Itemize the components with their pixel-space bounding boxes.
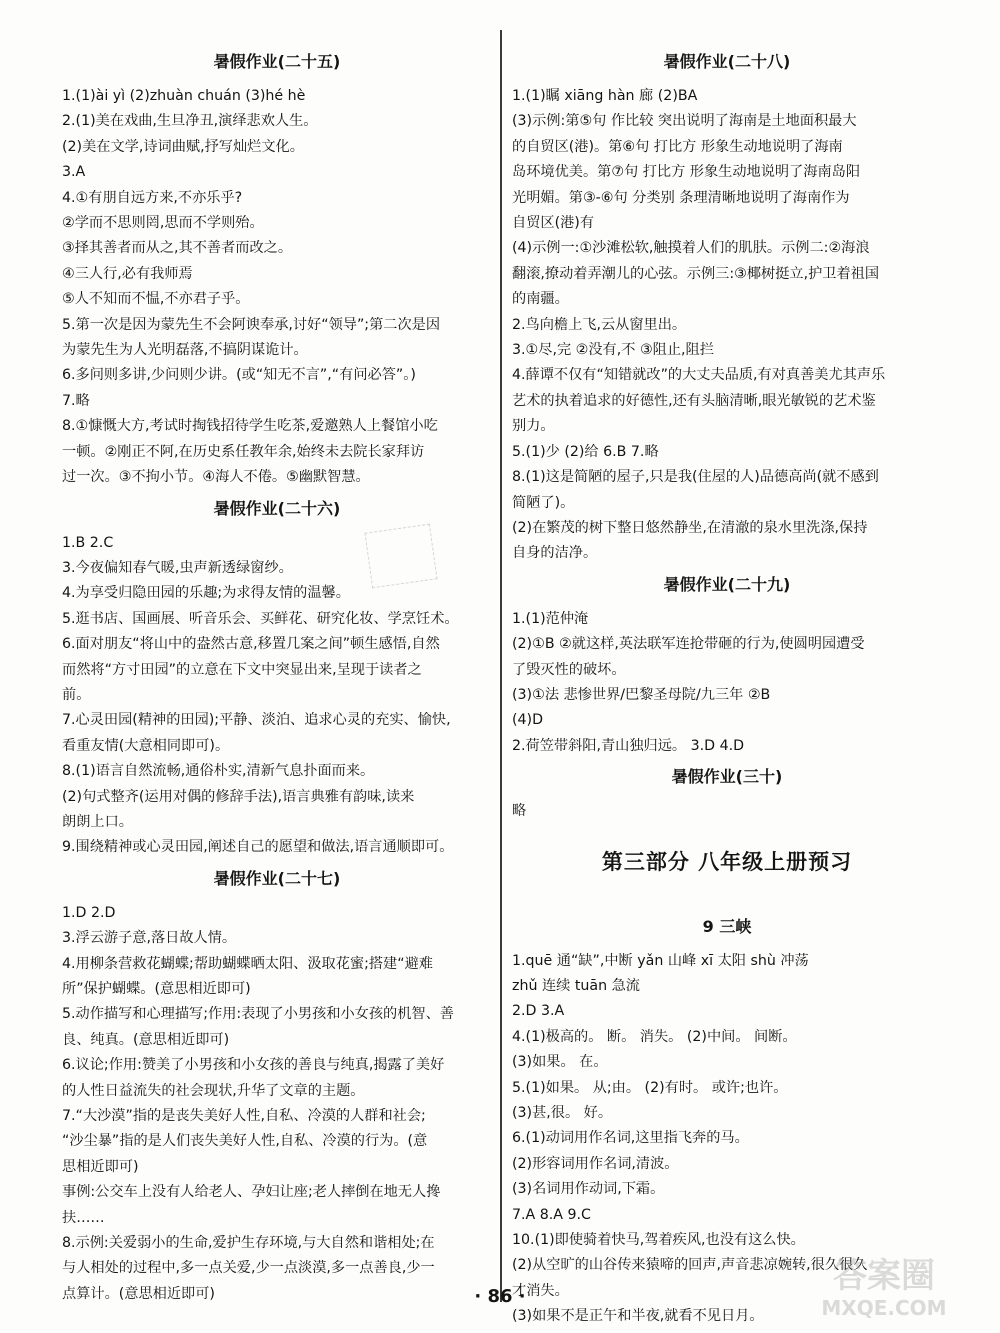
- answer-line: 艺术的执着追求的好德性,还有头脑清晰,眼光敏锐的艺术鉴: [512, 392, 876, 409]
- answer-line: 1.quē 通“缺”,中断 yǎn 山峰 xī 太阳 shù 冲荡: [512, 952, 809, 969]
- answer-line: 朗朗上口。: [62, 813, 133, 830]
- answer-line: ②学而不思则罔,思而不学则殆。: [62, 215, 264, 232]
- answer-line: 8.示例:关爱弱小的生命,爱护生存环境,与大自然和谐相处;在: [62, 1235, 435, 1252]
- section-title: 暑假作业(二十五): [213, 52, 341, 71]
- answer-line: 1.(1)ài yì (2)zhuàn chuán (3)hé hè: [62, 88, 306, 104]
- answer-line: 9.围绕精神或心灵田园,阐述自己的愿望和做法,语言通顺即可。: [62, 839, 454, 856]
- answer-line: 3.今夜偏知春气暖,虫声新透绿窗纱。: [62, 559, 293, 576]
- answer-line: “沙尘暴”指的是人们丧失美好人性,自私、冷漠的行为。(意: [62, 1133, 428, 1150]
- answer-line: (3)①法 悲惨世界/巴黎圣母院/九三年 ②B: [512, 686, 771, 703]
- answer-line: (4)D: [512, 712, 544, 729]
- answer-line: 6.多问则多讲,少问则少讲。(或“知无不言”,“有问必答”。): [62, 367, 416, 384]
- answer-line: 4.①有朋自远方来,不亦乐乎?: [62, 189, 243, 206]
- answer-line: 的自贸区(港)。第⑥句 打比方 形象生动地说明了海南: [512, 138, 843, 155]
- answer-line: 5.(1)如果。 从;由。 (2)有时。 或许;也许。: [512, 1079, 788, 1096]
- answer-line: 看重友情(大意相同即可)。: [62, 737, 230, 754]
- answer-line: 8.(1)语言自然流畅,通俗朴实,清新气息扑面而来。: [62, 763, 375, 780]
- answer-line: 5.第一次是因为蒙先生不会阿谀奉承,讨好“领导”;第二次是因: [62, 316, 441, 333]
- answer-line: (4)示例一:①沙滩松软,触摸着人们的肌肤。示例二:②海浪: [512, 240, 870, 257]
- answer-line: 点算计。(意思相近即可): [62, 1285, 215, 1302]
- answer-line: 思相近即可): [62, 1158, 139, 1175]
- answer-line: 3.A: [62, 164, 86, 181]
- column-divider: [500, 30, 502, 1302]
- answer-line: 7.心灵田园(精神的田园);平静、淡泊、追求心灵的充实、愉快,: [62, 712, 451, 729]
- answer-line: 一顿。②刚正不阿,在历史系任教年余,始终未去院长家拜访: [62, 443, 425, 460]
- section-title: 暑假作业(二十九): [663, 574, 791, 594]
- answer-line: 4.为享受归隐田园的乐趣;为求得友情的温馨。: [62, 585, 350, 602]
- answer-line: 10.(1)即使骑着快马,驾着疾风,也没有这么快。: [512, 1232, 805, 1249]
- answer-line: 2.(1)美在戏曲,生旦净丑,演绎悲欢人生。: [62, 113, 318, 130]
- right-column: [512, 44, 942, 1330]
- spacer: [512, 887, 942, 909]
- answer-line: 略: [512, 803, 527, 820]
- watermark-line2: MXQE.COM: [821, 1296, 947, 1320]
- section-title: 暑假作业(二十七): [213, 868, 341, 888]
- stamp-mark: [364, 524, 437, 589]
- answer-line: 7.A 8.A 9.C: [512, 1206, 591, 1223]
- watermark-line1: 答案圈: [833, 1256, 935, 1296]
- answer-line: (2)形容词用作名词,清波。: [512, 1155, 679, 1172]
- answer-line: 的南疆。: [512, 291, 569, 308]
- answer-line: (3)名词用作动词,下霜。: [512, 1181, 665, 1198]
- answer-line: ④三人行,必有我师焉: [62, 265, 193, 282]
- answer-line: 简陋了)。: [512, 494, 575, 511]
- answer-line: zhǔ 连续 tuān 急流: [512, 977, 640, 994]
- answer-line: 7.略: [62, 392, 90, 409]
- answer-line: (3)如果不是正午和半夜,就看不见日月。: [512, 1308, 764, 1325]
- answer-line: 5.(1)少 (2)给 6.B 7.略: [512, 443, 659, 460]
- answer-line: 了毁灭性的破坏。: [512, 661, 626, 678]
- answer-line: 前。: [62, 686, 91, 703]
- answer-line: 1.(1)瞩 xiāng hàn 廊 (2)BA: [512, 88, 698, 104]
- answer-line: 2.鸟向檐上飞,云从窗里出。: [512, 316, 687, 333]
- answer-line: 5.逛书店、国画展、听音乐会、买鲜花、研究化妆、学烹饪术。: [62, 610, 459, 627]
- answer-line: 6.面对朋友“将山中的盎然古意,移置几案之间”顿生感悟,自然: [62, 636, 440, 653]
- answer-line: 1.D 2.D: [62, 904, 116, 921]
- section-title: 暑假作业(二十八): [663, 52, 791, 71]
- answer-line: 8.(1)这是简陋的屋子,只是我(住屋的人)品德高尚(就不感到: [512, 469, 879, 486]
- answer-line: (2)美在文学,诗词曲赋,抒写灿烂文化。: [62, 138, 304, 155]
- answer-line: ③择其善者而从之,其不善者而改之。: [62, 240, 293, 257]
- answer-line: 扶……: [62, 1209, 105, 1226]
- answer-line: 4.用柳条营救花蝴蝶;帮助蝴蝶晒太阳、汲取花蜜;搭建“避难: [62, 955, 433, 972]
- answer-line: ⑤人不知而不愠,不亦君子乎。: [62, 291, 250, 308]
- page-number: · 86 ·: [474, 1286, 526, 1307]
- answer-line: (2)在繁茂的树下整日悠然静坐,在清澈的泉水里洗涤,保持: [512, 519, 868, 536]
- section-title: 暑假作业(二十六): [213, 498, 341, 518]
- watermark-logo: [794, 1245, 974, 1325]
- spacer: [512, 825, 942, 847]
- answer-line: 7.“大沙漠”指的是丧失美好人性,自私、冷漠的人群和社会;: [62, 1108, 426, 1125]
- answer-line: 过一次。③不拘小节。④海人不倦。⑤幽默智慧。: [62, 469, 370, 486]
- answer-line: 事例:公交车上没有人给老人、孕妇让座;老人摔倒在地无人搀: [62, 1184, 441, 1201]
- answer-line: 才消失。: [512, 1282, 569, 1299]
- answer-line: 3.浮云游子意,落日故人情。: [62, 930, 237, 947]
- part-title: 第三部分 八年级上册预习: [601, 849, 853, 874]
- answer-line: 2.D 3.A: [512, 1003, 565, 1020]
- answer-line: 翻滚,撩动着弄潮儿的心弦。示例三:③椰树挺立,护卫着祖国: [512, 265, 880, 282]
- answer-line: 4.薛谭不仅有“知错就改”的大丈夫品质,有对真善美尤其声乐: [512, 367, 886, 384]
- answer-line: 2.荷笠带斜阳,青山独归远。 3.D 4.D: [512, 737, 745, 754]
- answer-line: (3)甚,很。 好。: [512, 1105, 613, 1121]
- answer-line: (2)句式整齐(运用对偶的修辞手法),语言典雅有韵味,读来: [62, 788, 415, 805]
- answer-line: 5.动作描写和心理描写;作用:表现了小男孩和小女孩的机智、善: [62, 1006, 454, 1023]
- answer-line: 与人相处的过程中,多一点关爱,少一点淡漠,多一点善良,少一: [62, 1260, 435, 1277]
- section-title: 9 三峡: [702, 916, 752, 936]
- answer-line: 1.B 2.C: [62, 534, 114, 551]
- answer-line: 别力。: [512, 418, 555, 435]
- section-title: 暑假作业(三十): [671, 767, 783, 787]
- left-column: [62, 44, 492, 1307]
- answer-line: 自贸区(港)有: [512, 215, 595, 232]
- answer-line: 6.议论;作用:赞美了小男孩和小女孩的善良与纯真,揭露了美好: [62, 1057, 445, 1074]
- answer-line: 3.①尽,完 ②没有,不 ③阻止,阻拦: [512, 342, 714, 359]
- answer-line: 所”保护蝴蝶。(意思相近即可): [62, 981, 251, 997]
- answer-line: (3)示例:第⑤句 作比较 突出说明了海南是土地面积最大: [512, 113, 857, 130]
- answer-line: (3)如果。 在。: [512, 1054, 608, 1071]
- answer-line: 光明媚。第③-⑥句 分类别 条理清晰地说明了海南作为: [512, 189, 850, 206]
- answer-line: 1.(1)范仲淹: [512, 610, 589, 627]
- answer-line: 6.(1)动词用作名词,这里指飞奔的马。: [512, 1130, 749, 1147]
- answer-line: (2)①B ②就这样,英法联军连抢带砸的行为,使圆明园遭受: [512, 636, 865, 653]
- answer-line: 4.(1)极高的。 断。 消失。 (2)中间。 间断。: [512, 1028, 797, 1045]
- answer-line: 而然将“方寸田园”的立意在下文中突显出来,呈现于读者之: [62, 661, 422, 678]
- answer-line: 为蒙先生为人光明磊落,不搞阴谋诡计。: [62, 342, 308, 359]
- answer-line: (2)从空旷的山谷传来猿啼的回声,声音悲凉婉转,很久很久: [512, 1257, 868, 1274]
- answer-line: 岛环境优美。第⑦句 打比方 形象生动地说明了海南岛阳: [512, 164, 861, 181]
- answer-line: 良、纯真。(意思相近即可): [62, 1031, 230, 1048]
- answer-line: 的人性日益流失的社会现状,升华了文章的主题。: [62, 1082, 365, 1099]
- answer-line: 自身的洁净。: [512, 545, 598, 562]
- answer-line: 8.①慷慨大方,考试时掏钱招待学生吃茶,爱邀熟人上餐馆小吃: [62, 418, 438, 435]
